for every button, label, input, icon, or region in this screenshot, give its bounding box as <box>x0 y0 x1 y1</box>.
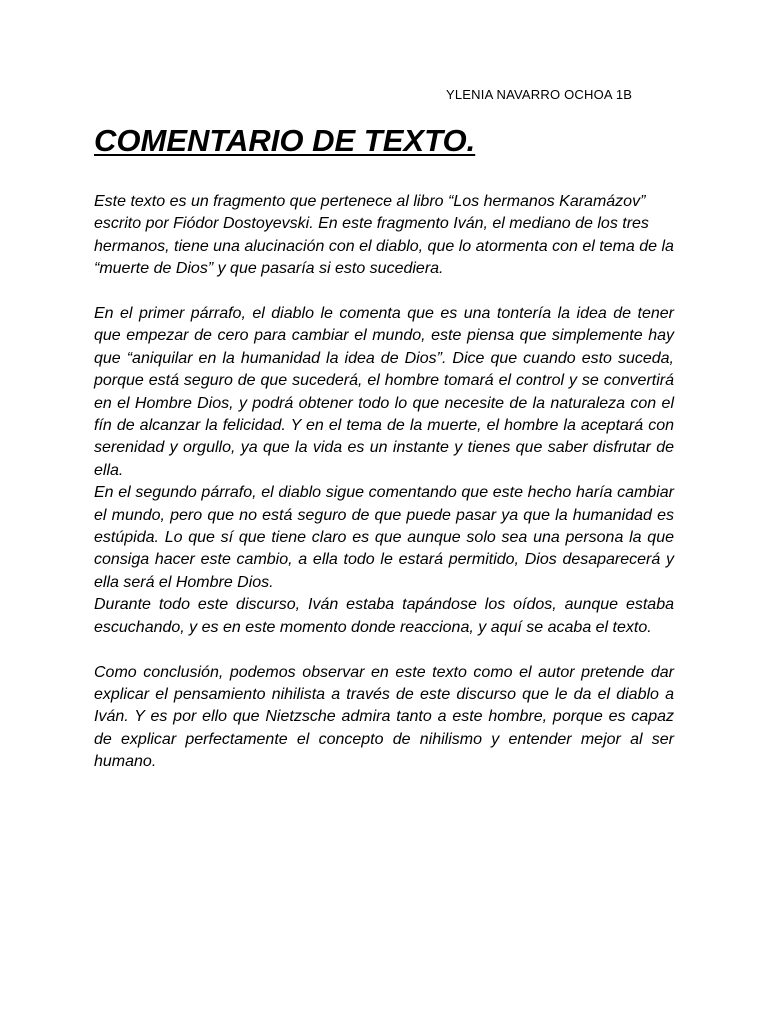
paragraph-discourse: Durante todo este discurso, Iván estaba tapándose los oídos, aunque estaba escuchando, y es en este momento donde reacciona, y aquí se acaba el texto. <box>94 596 674 636</box>
paragraph-spacer <box>94 281 674 303</box>
document-title: COMENTARIO DE TEXTO. <box>94 123 476 158</box>
paragraph-first: En el primer párrafo, el diablo le comenta que es una tontería la idea de tener que empezar de cero para cambiar el mundo, este piensa que simplemente hay que “aniquilar en la humanidad la idea de Dios”. Dice que cuando esto suceda, porque está seguro de que sucederá, el hombre tomará el control y se convertirá en el Hombre Dios, y podrá obtener todo lo que necesite de la naturaleza con el fín de alcanzar la felicidad. Y en el tema de la muerte, el hombre la aceptará con serenidad y orgullo, ya que la vida es un instante y tienes que saber disfrutar de ella. <box>94 305 674 479</box>
paragraph-conclusion: Como conclusión, podemos observar en este texto como el autor pretende dar explicar el pensamiento nihilista a través de este discurso que le da el diablo a Iván. Y es por ello que Nietzsche admira tanto a este hombre, porque es capaz de explicar perfectamente el concepto de nihilismo y entender mejor al ser humano. <box>94 663 674 771</box>
author-line: YLENIA NAVARRO OCHOA 1B <box>446 87 633 102</box>
paragraph-second: En el segundo párrafo, el diablo sigue comentando que este hecho haría cambiar el mundo, pero que no está seguro de que puede pasar ya que la humanidad es estúpida. Lo que sí que tiene claro es que aunque solo sea una persona la que consiga hacer este cambio, a ella todo le estará permitido, Dios desaparecerá y ella será el Hombre Dios. <box>94 484 674 591</box>
paragraph-spacer <box>94 639 674 661</box>
document-body <box>94 191 674 774</box>
paragraph-intro: Este texto es un fragmento que pertenece al libro “Los hermanos Karamázov” escrito por Fiódor Dostoyevski. En este fragmento Iván, el mediano de los tres hermanos, tiene una alucinación con el diablo, que lo atormenta con el tema de la “muerte de Dios” y que pasaría si esto sucediera. <box>94 193 674 278</box>
